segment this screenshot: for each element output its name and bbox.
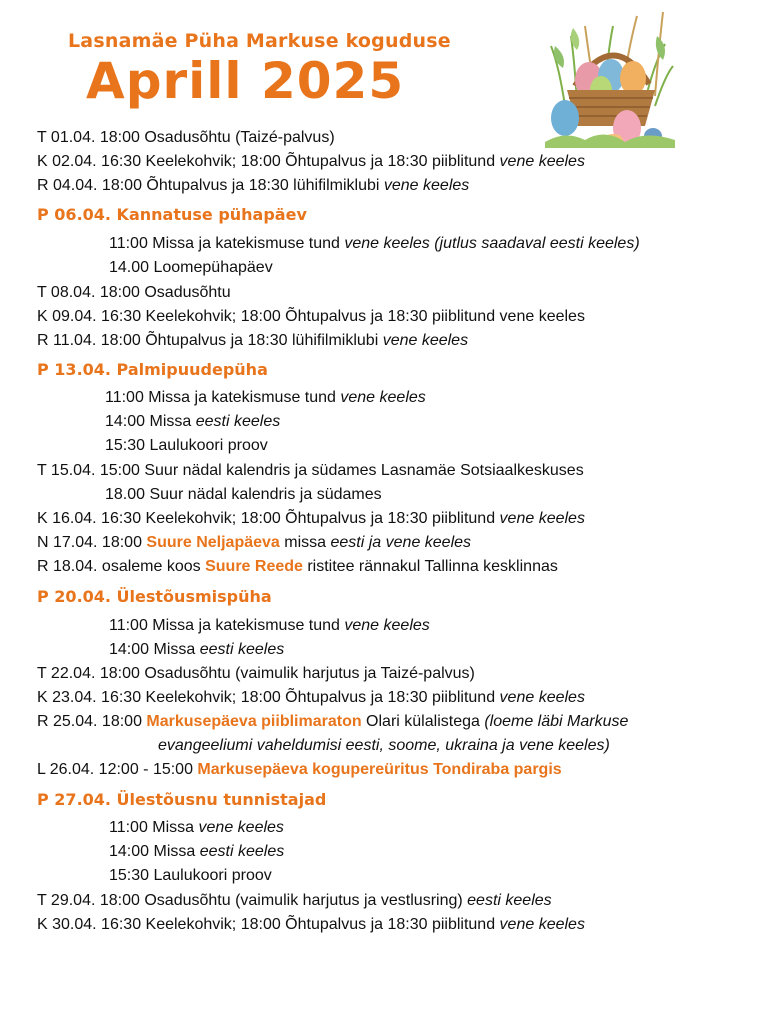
highlighted-event: Suure Reede xyxy=(205,558,303,575)
event-text: (loeme läbi Markuse xyxy=(484,713,629,730)
event-line xyxy=(109,234,640,254)
event-text: K 23.04. 16:30 Keelekohvik; 18:00 Õhtupalvus ja 18:30 piiblitund xyxy=(37,689,500,706)
event-line xyxy=(37,915,585,935)
event-text: L 26.04. 12:00 - 15:00 xyxy=(37,761,198,778)
event-line xyxy=(37,307,585,327)
sunday-heading xyxy=(37,360,268,379)
event-text: evangeeliumi vaheldumisi eesti, soome, ukraina ja vene keeles) xyxy=(158,737,610,754)
event-line xyxy=(37,283,231,303)
page-title: Aprill 2025 xyxy=(86,52,405,110)
event-text: K 02.04. 16:30 Keelekohvik; 18:00 Õhtupalvus ja 18:30 piiblitund xyxy=(37,153,500,170)
event-line xyxy=(37,331,468,351)
event-text: eesti keeles xyxy=(195,413,281,430)
event-text: T 29.04. 18:00 Osadusõhtu (vaimulik harjutus ja vestlusring) xyxy=(37,892,468,909)
event-text: vene keeles xyxy=(499,153,585,170)
event-line xyxy=(37,891,552,911)
event-text: Olari külalistega xyxy=(361,713,485,730)
event-text: N 17.04. 18:00 xyxy=(37,534,147,551)
event-line xyxy=(37,533,471,553)
event-line xyxy=(37,557,558,577)
event-text: 15:30 Laulukoori proov xyxy=(105,437,268,454)
event-line xyxy=(37,664,475,684)
event-text: 14:00 Missa xyxy=(109,843,200,860)
event-line xyxy=(37,688,585,708)
event-text: vene keeles xyxy=(382,332,469,349)
event-text: vene keeles xyxy=(499,916,585,933)
event-text: 11:00 Missa xyxy=(109,819,199,836)
event-line xyxy=(37,152,585,172)
event-text: P 27.04. Ülestõusnu tunnistajad xyxy=(37,790,327,809)
event-line xyxy=(37,461,584,481)
event-text: eesti ja vene keeles xyxy=(330,534,472,551)
event-line xyxy=(105,388,426,408)
event-text: T 22.04. 18:00 Osadusõhtu (vaimulik harjutus ja Taizé-palvus) xyxy=(37,665,475,682)
event-line xyxy=(37,128,335,148)
sunday-heading xyxy=(37,790,326,809)
event-line xyxy=(37,176,469,196)
event-text: 14.00 Loomepühapäev xyxy=(109,259,273,276)
event-text: 14:00 Missa xyxy=(105,413,196,430)
event-line xyxy=(109,258,273,278)
highlighted-event: Markusepäeva piiblimaraton xyxy=(146,713,362,730)
event-text: vene keeles xyxy=(499,510,585,527)
event-line xyxy=(109,842,284,862)
parish-name: Lasnamäe Püha Markuse koguduse xyxy=(68,30,451,52)
event-text: R 04.04. 18:00 Õhtupalvus ja 18:30 lühifilmiklubi xyxy=(37,177,384,194)
event-text: vene keeles xyxy=(344,617,430,634)
event-text: 15:30 Laulukoori proov xyxy=(109,867,272,884)
event-text: K 30.04. 16:30 Keelekohvik; 18:00 Õhtupalvus ja 18:30 piiblitund xyxy=(37,916,500,933)
event-line xyxy=(105,436,268,456)
event-line xyxy=(109,640,284,660)
event-text: R 11.04. 18:00 Õhtupalvus ja 18:30 lühifilmiklubi xyxy=(37,332,383,349)
event-line xyxy=(105,412,280,432)
event-line xyxy=(37,760,562,780)
event-text: vene keeles (jutlus saadaval eesti keeles) xyxy=(344,235,640,252)
sunday-heading xyxy=(37,205,307,224)
highlighted-event: Suure Neljapäeva xyxy=(146,534,280,551)
highlighted-event: Markusepäeva kogupereüritus Tondiraba pargis xyxy=(197,761,562,778)
event-text: vene keeles xyxy=(340,389,426,406)
event-text: P 06.04. Kannatuse pühapäev xyxy=(37,205,307,224)
event-text: R 25.04. 18:00 xyxy=(37,713,147,730)
event-line xyxy=(158,736,610,756)
event-text: eesti keeles xyxy=(199,641,285,658)
event-line xyxy=(109,866,272,886)
event-text: eesti keeles xyxy=(199,843,285,860)
event-text: P 20.04. Ülestõusmispüha xyxy=(37,587,272,606)
event-text: 11:00 Missa ja katekismuse tund xyxy=(109,235,345,252)
event-text: K 09.04. 16:30 Keelekohvik; 18:00 Õhtupalvus ja 18:30 piiblitund vene keeles xyxy=(37,308,585,325)
event-line xyxy=(37,712,628,732)
event-text: vene keeles xyxy=(499,689,585,706)
event-text: R 18.04. osaleme koos xyxy=(37,558,206,575)
easter-basket-icon xyxy=(545,6,675,148)
event-text: T 08.04. 18:00 Osadusõhtu xyxy=(37,284,231,301)
event-text: vene keeles xyxy=(198,819,284,836)
event-line xyxy=(105,485,382,505)
sunday-heading xyxy=(37,587,272,606)
event-line xyxy=(109,616,430,636)
event-text: 18.00 Suur nädal kalendris ja südames xyxy=(105,486,382,503)
event-text: 11:00 Missa ja katekismuse tund xyxy=(109,617,345,634)
event-text: ristitee rännakul Tallinna kesklinnas xyxy=(302,558,558,575)
event-text: T 15.04. 15:00 Suur nädal kalendris ja südames Lasnamäe Sotsiaalkeskuses xyxy=(37,462,584,479)
event-text: K 16.04. 16:30 Keelekohvik; 18:00 Õhtupalvus ja 18:30 piiblitund xyxy=(37,510,500,527)
event-line xyxy=(37,509,585,529)
event-line xyxy=(109,818,284,838)
event-text: P 13.04. Palmipuudepüha xyxy=(37,360,268,379)
event-text: T 01.04. 18:00 Osadusõhtu (Taizé-palvus) xyxy=(37,129,335,146)
event-text: vene keeles xyxy=(383,177,470,194)
event-text: 14:00 Missa xyxy=(109,641,200,658)
event-text: missa xyxy=(279,534,331,551)
event-text: 11:00 Missa ja katekismuse tund xyxy=(105,389,341,406)
event-text: eesti keeles xyxy=(467,892,552,909)
